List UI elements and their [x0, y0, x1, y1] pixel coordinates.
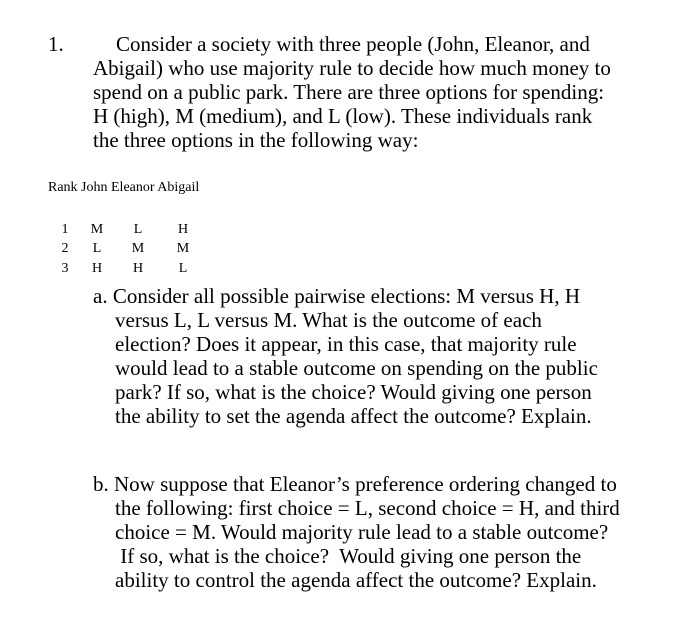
part-a-line: a. Consider all possible pairwise elections: M versus H, H [93, 284, 580, 308]
eleanor-cell: M [131, 241, 145, 256]
john-cell: L [92, 241, 102, 256]
table-row [0, 241, 240, 257]
table-row [0, 261, 240, 277]
eleanor-cell: H [132, 261, 144, 276]
part-b-line: If so, what is the choice? Would giving one person the [115, 544, 582, 568]
rank-cell: 1 [61, 222, 69, 237]
rank-cell: 3 [61, 261, 69, 276]
abigail-cell: L [178, 261, 188, 276]
intro-line: H (high), M (medium), and L (low). These individuals rank [93, 104, 593, 128]
table-row [0, 222, 240, 238]
rank-cell: 2 [61, 241, 69, 256]
part-b-line: choice = M. Would majority rule lead to a stable outcome? [115, 520, 609, 544]
intro-line: Consider a society with three people (John, Eleanor, and [116, 32, 590, 56]
part-b-line: the following: first choice = L, second choice = H, and third [115, 496, 620, 520]
abigail-cell: H [177, 222, 189, 237]
intro-line: Abigail) who use majority rule to decide how much money to [93, 56, 611, 80]
question-number: 1. [48, 32, 64, 56]
eleanor-cell: L [133, 222, 143, 237]
table-header: Rank John Eleanor Abigail [48, 180, 200, 195]
john-cell: M [90, 222, 104, 237]
part-a-line: would lead to a stable outcome on spending on the public [115, 356, 598, 380]
part-a-line: election? Does it appear, in this case, that majority rule [115, 332, 577, 356]
part-a-line: the ability to set the agenda affect the outcome? Explain. [115, 404, 592, 428]
part-a-line: park? If so, what is the choice? Would giving one person [115, 380, 592, 404]
intro-line: the three options in the following way: [93, 128, 419, 152]
abigail-cell: M [176, 241, 190, 256]
intro-line: spend on a public park. There are three options for spending: [93, 80, 605, 104]
john-cell: H [91, 261, 103, 276]
part-a-line: versus L, L versus M. What is the outcome of each [115, 308, 542, 332]
part-b-line: ability to control the agenda affect the outcome? Explain. [115, 568, 597, 592]
part-b-line: b. Now suppose that Eleanor’s preference ordering changed to [93, 472, 617, 496]
